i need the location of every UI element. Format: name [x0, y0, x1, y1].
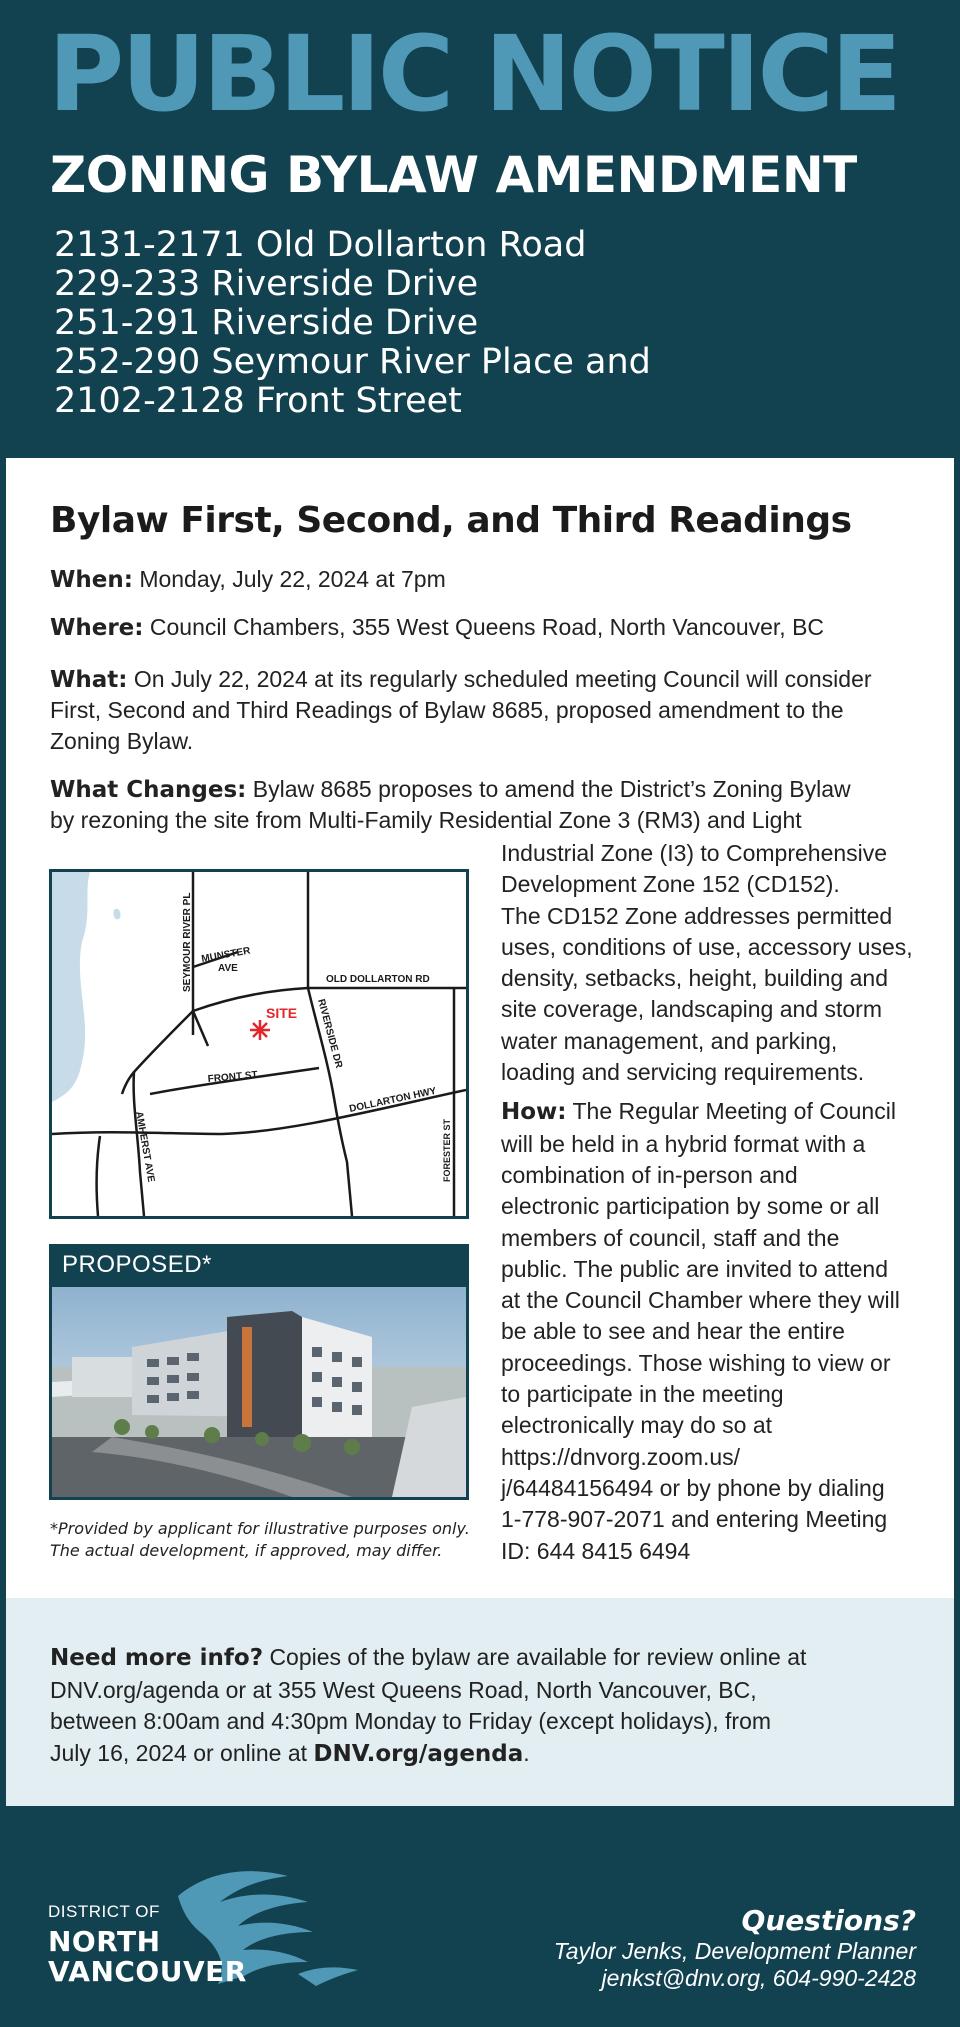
spur-road	[193, 1011, 208, 1046]
meeting-id: ID: 644 8415 6494	[501, 1537, 691, 1564]
what-line-3: Zoning Bylaw.	[50, 728, 194, 754]
zoom-link-cont[interactable]: j/64484156494 or by phone by dialing	[501, 1474, 885, 1501]
map-label-front: FRONT ST	[207, 1069, 259, 1085]
west-road	[97, 1136, 100, 1216]
notice-footer	[0, 1806, 960, 2027]
what-line-1	[50, 664, 872, 696]
when-label: When:	[50, 567, 133, 593]
render-caption	[50, 1518, 480, 1562]
how-line: at the Council Chamber where they will	[501, 1287, 900, 1314]
proposed-label: PROPOSED*	[62, 1251, 212, 1278]
logo-vancouver: VANCOUVER	[48, 1955, 247, 1988]
contact-name: Taylor Jenks, Development Planner	[553, 1938, 916, 1964]
map-label-seymour: SEYMOUR RIVER PL	[182, 892, 193, 992]
how-line: will be held in a hybrid format with a	[501, 1130, 866, 1157]
how-label: How:	[501, 1099, 567, 1126]
zone-line: Development Zone 152 (CD152).	[501, 871, 840, 898]
where-label: Where:	[50, 615, 144, 641]
when-value: Monday, July 22, 2024 at 7pm	[139, 566, 446, 592]
address-line: 251-291 Riverside Drive	[54, 303, 479, 343]
how-line: electronically may do so at	[501, 1412, 773, 1439]
info-line: between 8:00am and 4:30pm Monday to Friday (except holidays), from	[50, 1708, 772, 1734]
how-line: to participate in the meeting	[501, 1381, 784, 1408]
how-line: The Regular Meeting of Council	[572, 1098, 896, 1125]
changes-line-1	[50, 774, 851, 806]
notice-header	[0, 0, 960, 458]
caption-line-1: *Provided by applicant for illustrative purposes only.	[50, 1519, 470, 1538]
info-line: July 16, 2024 or online at	[50, 1739, 314, 1766]
zone-line: Industrial Zone (I3) to Comprehensive	[501, 840, 888, 866]
map-label-dollarton-hwy: DOLLARTON HWY	[348, 1085, 438, 1115]
zone-line: uses, conditions of use, accessory uses,	[501, 933, 913, 960]
contact-block	[554, 1904, 916, 1992]
zone-paragraph	[501, 838, 931, 1088]
how-line: public. The public are invited to attend	[501, 1255, 888, 1282]
how-line: 1-778-907-2071 and entering Meeting	[501, 1506, 888, 1533]
map-label-old-dollarton: OLD DOLLARTON RD	[326, 974, 430, 985]
site-map	[49, 869, 469, 1219]
pond-shape	[113, 909, 120, 920]
questions-heading: Questions?	[741, 1904, 916, 1937]
site-marker-icon	[250, 1020, 270, 1040]
address-line: 252-290 Seymour River Place and	[54, 342, 651, 382]
proposed-rendering	[49, 1244, 469, 1500]
map-label-site: SITE	[266, 1005, 298, 1021]
zoning-amendment-subtitle: ZONING BYLAW AMENDMENT	[50, 146, 857, 204]
changes-text: Bylaw 8685 proposes to amend the District’s Zoning Bylaw	[252, 776, 851, 802]
building-render-image	[52, 1287, 466, 1497]
readings-heading: Bylaw First, Second, and Third Readings	[50, 500, 852, 541]
right-column-text	[501, 838, 931, 1567]
when-line	[50, 564, 446, 596]
public-notice-title: PUBLIC NOTICE	[48, 13, 899, 135]
caption-line-2: The actual development, if approved, may differ.	[50, 1541, 443, 1560]
where-line	[50, 612, 824, 644]
agenda-link[interactable]: DNV.org/agenda	[313, 1740, 524, 1767]
map-label-munster: MUNSTER	[200, 945, 252, 965]
old-dollarton-road	[193, 988, 466, 1011]
map-label-riverside: RIVERSIDE DR	[315, 997, 345, 1070]
what-label: What:	[50, 667, 128, 693]
where-value: Council Chambers, 355 West Queens Road, North Vancouver, BC	[149, 614, 825, 640]
how-paragraph	[501, 1096, 931, 1566]
how-line: combination of in-person and	[501, 1161, 798, 1188]
more-info-text	[50, 1642, 890, 1770]
info-line: DNV.org/agenda or at 355 West Queens Road, North Vancouver, BC,	[50, 1676, 757, 1703]
zoom-link[interactable]: https://dnvorg.zoom.us/	[501, 1443, 741, 1470]
contact-details[interactable]: jenkst@dnv.org, 604-990-2428	[601, 1965, 916, 1991]
map-label-forester: FORESTER ST	[442, 1118, 452, 1182]
more-info-label: Need more info?	[50, 1645, 264, 1671]
map-label-ave: AVE	[218, 963, 238, 974]
zone-line: The CD152 Zone addresses permitted	[501, 902, 893, 929]
info-period: .	[523, 1739, 530, 1766]
what-line-2: First, Second and Third Readings of Bylaw 8685, proposed amendment to the	[50, 697, 844, 723]
zone-line: loading and servicing requirements.	[501, 1059, 865, 1086]
logo-north: NORTH	[48, 1925, 161, 1958]
changes-label: What Changes:	[50, 777, 247, 803]
how-line: members of council, staff and the	[501, 1224, 840, 1251]
how-line: be able to see and hear the entire	[501, 1318, 845, 1345]
street-map-svg	[52, 872, 466, 1216]
notice-card	[6, 458, 954, 1806]
address-line: 229-233 Riverside Drive	[54, 264, 479, 304]
zone-line: density, setbacks, height, building and	[501, 965, 888, 992]
how-line: proceedings. Those wishing to view or	[501, 1349, 891, 1376]
dnv-logo	[48, 1866, 328, 1996]
changes-line-2: by rezoning the site from Multi-Family Residential Zone 3 (RM3) and Light	[50, 807, 802, 833]
zone-line: site coverage, landscaping and storm	[501, 996, 882, 1023]
map-label-amherst: AMHERST AVE	[133, 1110, 157, 1184]
address-list	[54, 226, 651, 421]
how-line: electronic participation by some or all	[501, 1193, 880, 1220]
address-line: 2131-2171 Old Dollarton Road	[54, 225, 587, 265]
more-info-section	[6, 1598, 954, 1806]
info-line: Copies of the bylaw are available for review online at	[269, 1644, 807, 1670]
river-shape	[52, 872, 90, 1102]
logo-district-of: DISTRICT OF	[48, 1902, 160, 1921]
address-line: 2102-2128 Front Street	[54, 381, 462, 421]
zone-line: water management, and parking,	[501, 1027, 838, 1054]
what-text: On July 22, 2024 at its regularly scheduled meeting Council will consider	[133, 666, 872, 692]
